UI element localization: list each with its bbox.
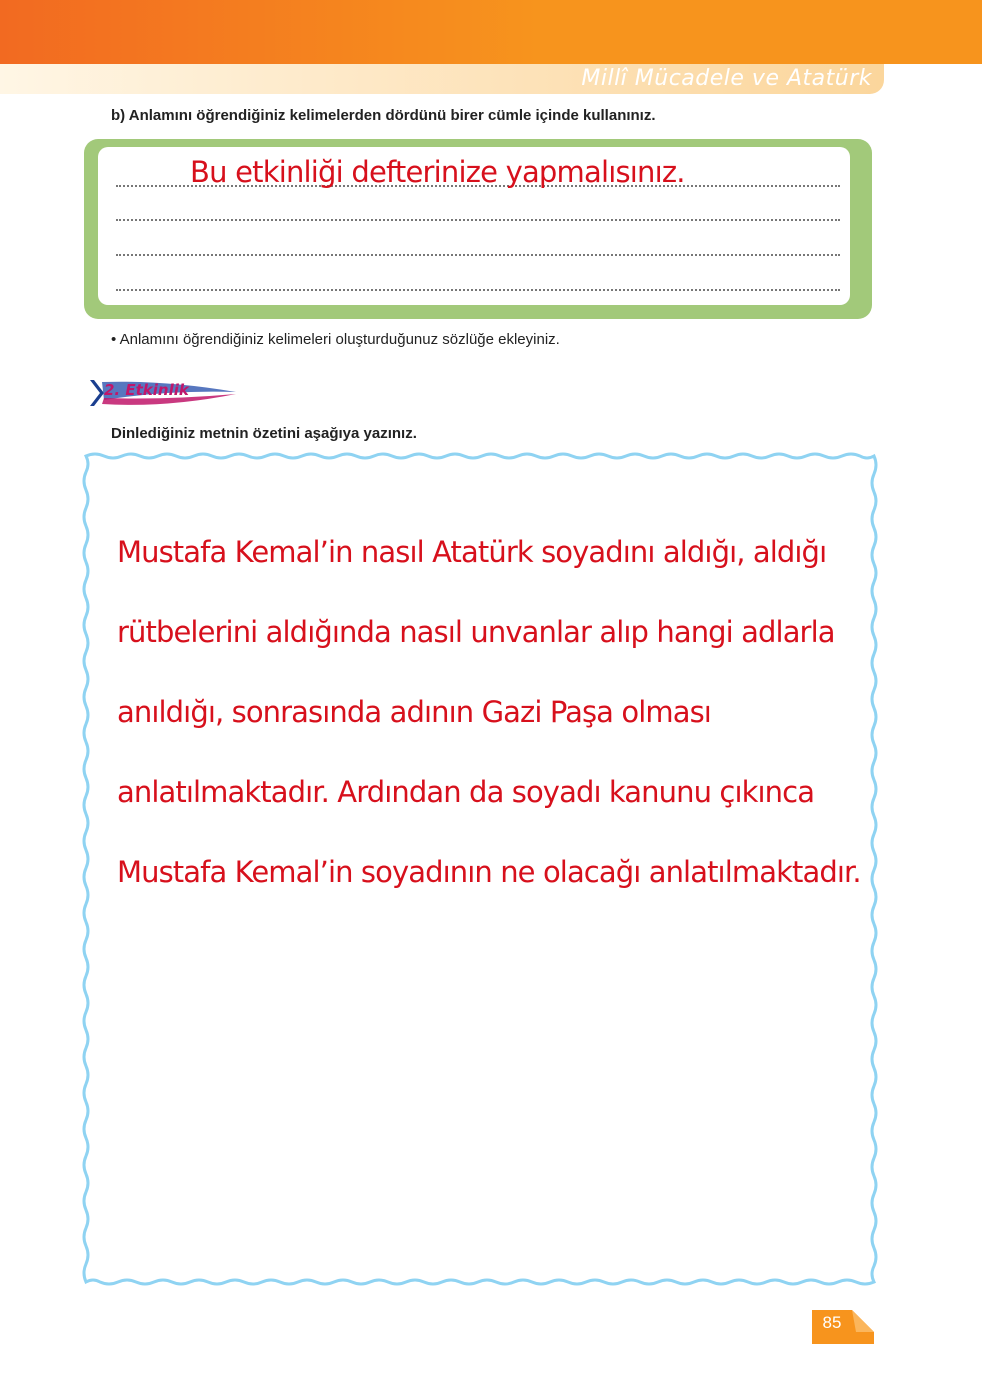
activity-badge-label: 2. Etkinlik [104,381,189,399]
summary-line: Mustafa Kemal’in nasıl Atatürk soyadını aldığı, aldığı [117,535,827,569]
summary-text [117,492,877,932]
writing-line [116,289,840,291]
bullet-note: • Anlamını öğrendiğiniz kelimeleri oluşturduğunuz sözlüğe ekleyiniz. [111,331,560,348]
page-number: 85 [822,1313,842,1332]
exercise-b-instruction: b) Anlamını öğrendiğiniz kelimelerden dördünü birer cümle içinde kullanınız. [111,107,656,124]
header-band [0,0,982,64]
section-title: Millî Mücadele ve Atatürk [581,66,872,91]
answer-note: Bu etkinliği defterinize yapmalısınız. [190,155,685,189]
summary-line: rütbelerini aldığında nasıl unvanlar alıp hangi adlarla [117,615,835,649]
summary-line: Mustafa Kemal’in soyadının ne olacağı anlatılmaktadır. [117,855,861,889]
activity2-instruction: Dinlediğiniz metnin özetini aşağıya yazınız. [111,425,417,442]
summary-line: anlatılmaktadır. Ardından da soyadı kanunu çıkınca [117,775,815,809]
summary-line: anıldığı, sonrasında adının Gazi Paşa olması [117,695,711,729]
writing-line [116,254,840,256]
writing-line [116,219,840,221]
